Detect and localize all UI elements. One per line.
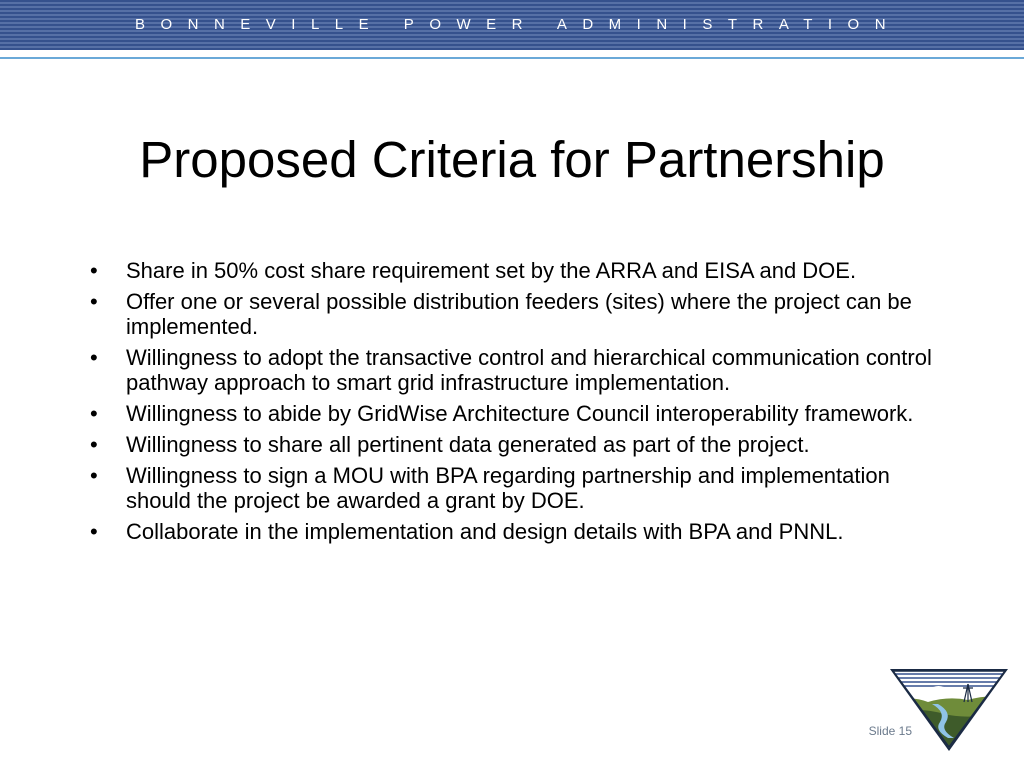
bullet-dot: • [90,463,98,488]
bpa-triangle-logo-icon [888,668,1010,752]
bullet-dot: • [90,258,98,283]
bullet-text: Willingness to sign a MOU with BPA regarding partnership and implementation should the project be awarded a grant by DOE. [126,463,890,513]
bullet-dot: • [90,432,98,457]
bullet-dot: • [90,345,98,370]
bullet-item [90,463,940,513]
header-rule [0,57,1024,59]
bullet-text: Willingness to adopt the transactive control and hierarchical communication control pathway approach to smart grid infrastructure implementation. [126,345,932,395]
bullet-item [90,432,940,457]
bullet-dot: • [90,519,98,544]
bullet-text: Offer one or several possible distribution feeders (sites) where the project can be implemented. [126,289,912,339]
bullet-item [90,401,940,426]
header-banner [0,0,1024,50]
bullet-dot: • [90,401,98,426]
bullet-item [90,289,940,339]
slide-number: Slide 15 [868,724,912,738]
bullet-list [90,258,940,550]
slide-title: Proposed Criteria for Partnership [139,131,885,188]
bullet-dot: • [90,289,98,314]
bullet-item [90,345,940,395]
bullet-text: Willingness to share all pertinent data generated as part of the project. [126,432,810,457]
bullet-text: Collaborate in the implementation and design details with BPA and PNNL. [126,519,844,544]
bullet-text: Share in 50% cost share requirement set by the ARRA and EISA and DOE. [126,258,857,283]
bullet-item [90,519,940,544]
bullet-text: Willingness to abide by GridWise Architecture Council interoperability framework. [126,401,914,426]
bullet-item [90,258,940,283]
banner-title: BONNEVILLE POWER ADMINISTRATION [134,16,902,33]
